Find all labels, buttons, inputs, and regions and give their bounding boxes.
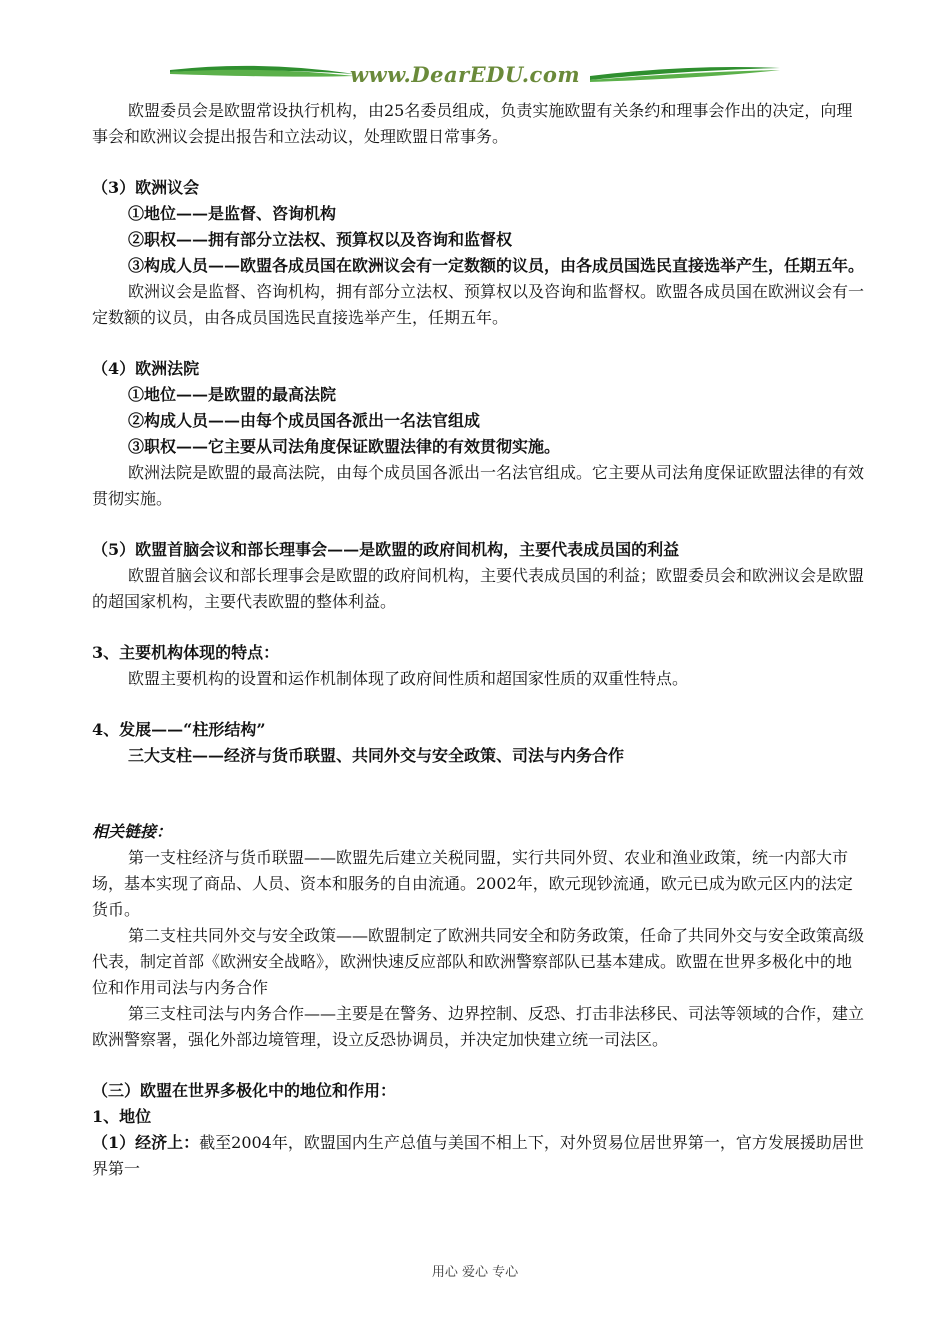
court-heading: （4）欧洲法院 (92, 359, 200, 378)
pillar-one-paragraph: 第一支柱经济与货币联盟——欧盟先后建立关税同盟，实行共同外贸、农业和渔业政策，统一内部大市场，基本实现了商品、人员、资本和服务的自由流通。2002年，欧元现钞流通，欧元已成为欧元区内的法定货币。 (92, 848, 853, 919)
site-header-banner (170, 58, 780, 94)
summit-paragraph: 欧盟首脑会议和部长理事会是欧盟的政府间机构，主要代表成员国的利益；欧盟委员会和欧洲议会是欧盟的超国家机构，主要代表欧盟的整体利益。 (92, 566, 865, 611)
page-footer: 用心 爱心 专心 (431, 1265, 519, 1280)
economic-status-paragraph (92, 1130, 864, 1182)
summit-heading: （5）欧盟首脑会议和部长理事会——是欧盟的政府间机构，主要代表成员国的利益 (92, 540, 680, 559)
role-heading: （三）欧盟在世界多极化中的地位和作用： (92, 1081, 397, 1100)
features-heading: 3、主要机构体现的特点： (92, 643, 280, 662)
economic-label: （1）经济上： (92, 1133, 200, 1152)
court-item-members: ②构成人员——由每个成员国各派出一名法官组成 (128, 411, 481, 430)
parliament-heading: （3）欧洲议会 (92, 178, 200, 197)
court-paragraph: 欧洲法院是欧盟的最高法院，由每个成员国各派出一名法官组成。它主要从司法角度保证欧盟法律的有效贯彻实施。 (92, 463, 865, 508)
status-subheading: 1、地位 (92, 1107, 152, 1126)
site-url: www.DearEDU.com (349, 62, 581, 87)
pillar-two-paragraph: 第二支柱共同外交与安全政策——欧盟制定了欧洲共同安全和防务政策，任命了共同外交与安全政策高级代表，制定首部《欧洲安全战略》，欧洲快速反应部队和欧洲警察部队已基本建成。欧盟在世界多极化中的地位和作用司法与内务合作 (92, 926, 865, 997)
related-links-heading: 相关链接： (92, 822, 173, 841)
court-item-powers: ③职权——它主要从司法角度保证欧盟法律的有效贯彻实施。 (128, 437, 561, 456)
commission-paragraph: 欧盟委员会是欧盟常设执行机构，由25名委员组成，负责实施欧盟有关条约和理事会作出的决定，向理事会和欧洲议会提出报告和立法动议，处理欧盟日常事务。 (92, 101, 853, 146)
court-item-status: ①地位——是欧盟的最高法院 (128, 385, 337, 404)
parliament-paragraph: 欧洲议会是监督、咨询机构，拥有部分立法权、预算权以及咨询和监督权。欧盟各成员国在欧洲议会有一定数额的议员，由各成员国选民直接选举产生，任期五年。 (92, 282, 865, 327)
parliament-item-members: ③构成人员——欧盟各成员国在欧洲议会有一定数额的议员，由各成员国选民直接选举产生，任期五年。 (128, 256, 865, 275)
parliament-item-status: ①地位——是监督、咨询机构 (128, 204, 337, 223)
features-paragraph: 欧盟主要机构的设置和运作机制体现了政府间性质和超国家性质的双重性特点。 (128, 669, 689, 688)
parliament-item-powers: ②职权——拥有部分立法权、预算权以及咨询和监督权 (128, 230, 513, 249)
three-pillars-line: 三大支柱——经济与货币联盟、共同外交与安全政策、司法与内务合作 (128, 746, 625, 765)
development-heading: 4、发展——“柱形结构” (92, 720, 266, 739)
pillar-three-paragraph: 第三支柱司法与内务合作——主要是在警务、边界控制、反恐、打击非法移民、司法等领域的合作，建立欧洲警察署，强化外部边境管理，设立反恐协调员，并决定加快建立统一司法区。 (92, 1004, 865, 1049)
document-body (92, 98, 864, 1182)
economic-text: 截至2004年，欧盟国内生产总值与美国不相上下，对外贸易位居世界第一，官方发展援助居世界第一 (92, 1133, 864, 1178)
